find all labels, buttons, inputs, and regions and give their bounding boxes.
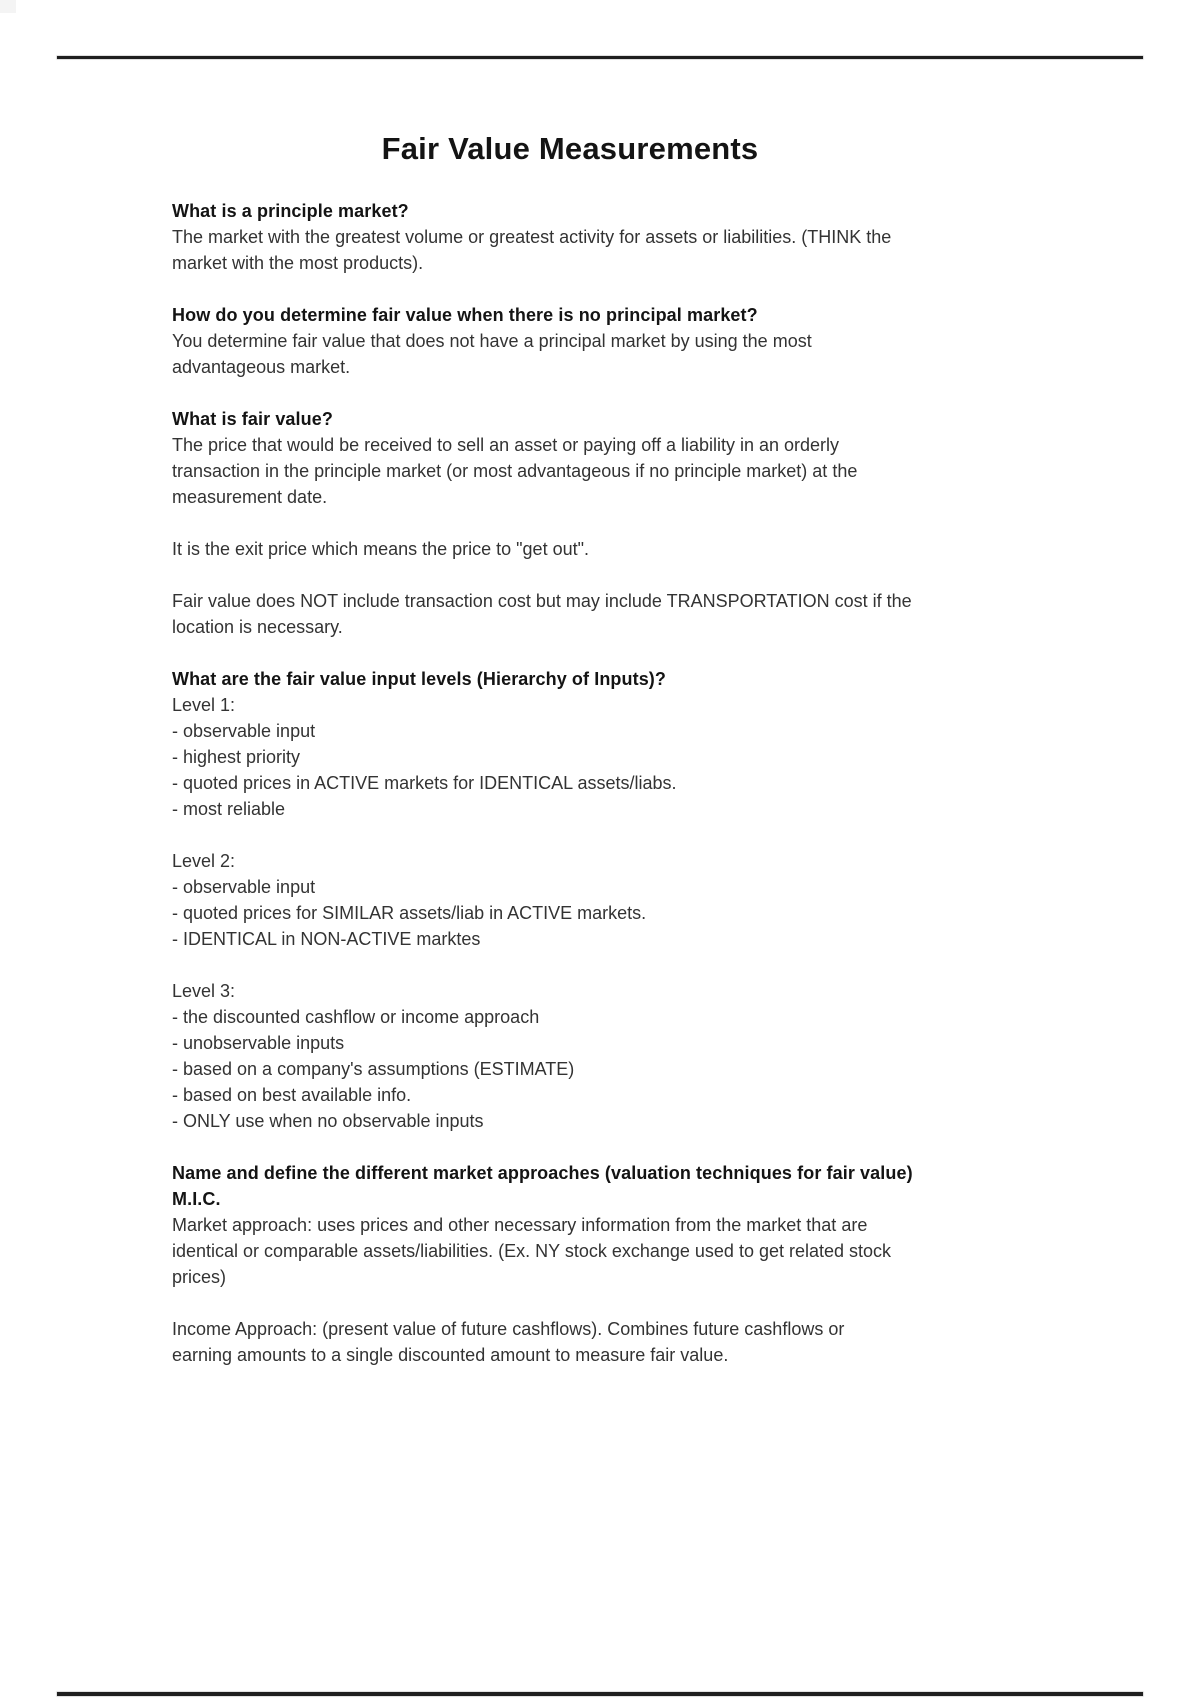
answer-line: transaction in the principle market (or most advantageous if no principle market) at the (172, 461, 858, 481)
page-title: Fair Value Measurements (381, 131, 759, 166)
qa-block (172, 536, 992, 562)
answer-line: It is the exit price which means the price to "get out". (172, 539, 589, 559)
answer-line: - quoted prices in ACTIVE markets for IDENTICAL assets/liabs. (172, 773, 677, 793)
answer-line: The price that would be received to sell an asset or paying off a liability in an orderly (172, 435, 840, 455)
qa-block (172, 302, 992, 380)
answer-line: location is necessary. (172, 617, 343, 637)
answer-line: Level 3: (172, 981, 236, 1001)
qa-block (172, 1160, 992, 1290)
answer-line: - IDENTICAL in NON-ACTIVE marktes (172, 929, 481, 949)
answer-line: market with the most products). (172, 253, 424, 273)
document-body (172, 198, 992, 1368)
answer-line: - observable input (172, 877, 316, 897)
answer-line: Market approach: uses prices and other necessary information from the market that are (172, 1215, 868, 1235)
answer-line: - unobservable inputs (172, 1033, 345, 1053)
qa-block (172, 588, 992, 640)
answer-line: - highest priority (172, 747, 301, 767)
question-heading-line: What is fair value? (172, 409, 333, 429)
answer-line: The market with the greatest volume or greatest activity for assets or liabilities. (THINK the (172, 227, 892, 247)
answer-line: Income Approach: (present value of future cashflows). Combines future cashflows or (172, 1319, 845, 1339)
question-heading-line: What is a principle market? (172, 201, 409, 221)
answer-line: measurement date. (172, 487, 328, 507)
question-heading-line: M.I.C. (172, 1189, 221, 1209)
question-heading-line: Name and define the different market approaches (valuation techniques for fair value) (172, 1163, 913, 1183)
answer-line: - the discounted cashflow or income approach (172, 1007, 540, 1027)
answer-line: - based on a company's assumptions (ESTIMATE) (172, 1059, 575, 1079)
answer-line: earning amounts to a single discounted amount to measure fair value. (172, 1345, 729, 1365)
top-rule (57, 56, 1143, 59)
answer-line: prices) (172, 1267, 227, 1287)
bottom-rule (57, 1692, 1143, 1696)
scan-artifact (0, 0, 16, 13)
answer-line: advantageous market. (172, 357, 351, 377)
question-heading-line: What are the fair value input levels (Hierarchy of Inputs)? (172, 669, 667, 689)
qa-block (172, 978, 992, 1134)
qa-block (172, 406, 992, 510)
answer-line: - observable input (172, 721, 316, 741)
answer-line: Level 1: (172, 695, 236, 715)
question-heading-line: How do you determine fair value when there is no principal market? (172, 305, 758, 325)
answer-line: - based on best available info. (172, 1085, 412, 1105)
answer-line: - ONLY use when no observable inputs (172, 1111, 484, 1131)
qa-block (172, 1316, 992, 1368)
answer-line: Level 2: (172, 851, 236, 871)
qa-block (172, 848, 992, 952)
qa-block (172, 666, 992, 822)
answer-line: You determine fair value that does not have a principal market by using the most (172, 331, 812, 351)
answer-line: - quoted prices for SIMILAR assets/liab in ACTIVE markets. (172, 903, 647, 923)
answer-line: - most reliable (172, 799, 286, 819)
answer-line: Fair value does NOT include transaction cost but may include TRANSPORTATION cost if the (172, 591, 912, 611)
qa-block (172, 198, 992, 276)
answer-line: identical or comparable assets/liabilities. (Ex. NY stock exchange used to get related stock (172, 1241, 892, 1261)
